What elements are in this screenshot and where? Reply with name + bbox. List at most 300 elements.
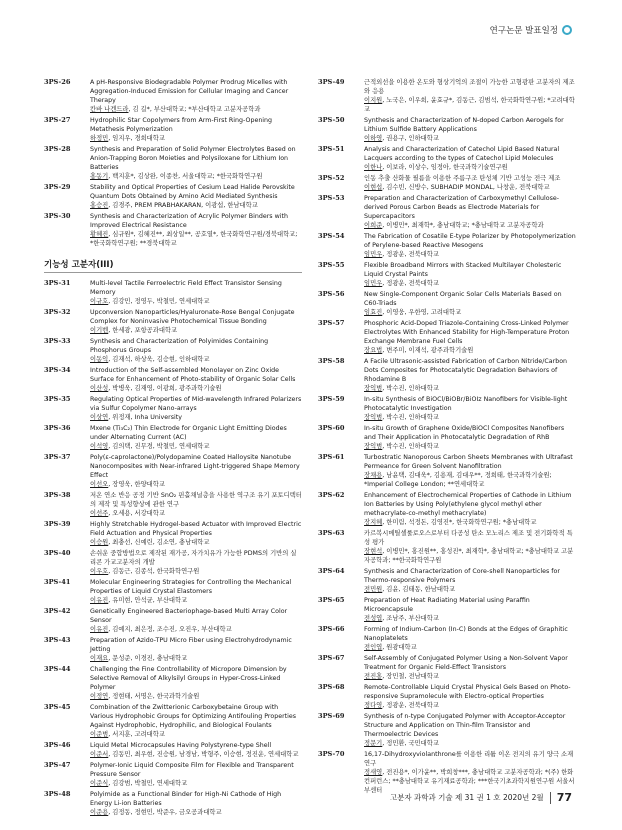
presenting-author: 이재요 bbox=[90, 655, 109, 662]
co-authors: , 김경주, PREM PRABHAKARAN, 이광섭, 한남대학교 bbox=[108, 202, 258, 209]
entry-body bbox=[90, 337, 302, 364]
presenting-author: 이우호 bbox=[90, 568, 109, 575]
presenting-author: 임효진 bbox=[364, 309, 383, 316]
presenting-author: 하정민 bbox=[90, 135, 109, 142]
entry-body bbox=[90, 145, 302, 181]
co-authors: , 정광운, 전북대학교 bbox=[382, 702, 439, 709]
abstract-entry bbox=[44, 741, 302, 759]
entry-body bbox=[364, 654, 576, 681]
entry-title: Phosphoric Acid-Doped Triazole-Containing Cross-Linked Polymer Electrolytes With Enhanced Stability for High-Temperature Proton Exchange Membrane Fuel Cells bbox=[364, 320, 570, 345]
abstract-entry bbox=[44, 212, 302, 248]
entry-title: Molecular Engineering Strategies for Controlling the Mechanical Properties of Liquid Crystal Elastomers bbox=[90, 579, 292, 595]
co-authors: , 임지우, 경희대학교 bbox=[108, 135, 165, 142]
entry-authors bbox=[90, 105, 302, 114]
abstract-entry bbox=[44, 703, 302, 739]
presenting-author: 이유진 bbox=[90, 597, 109, 604]
presenting-author: 이준식 bbox=[90, 780, 109, 787]
entry-authors bbox=[364, 413, 576, 422]
entry-authors bbox=[90, 654, 302, 663]
co-authors: , 한세광, 포항공과대학교 bbox=[108, 327, 178, 334]
entry-authors bbox=[90, 230, 302, 248]
page-footer bbox=[390, 791, 572, 804]
abstract-entry bbox=[318, 145, 576, 172]
entry-body bbox=[364, 290, 576, 317]
abstract-entry bbox=[318, 453, 576, 489]
entry-body bbox=[90, 366, 302, 393]
co-authors: , 김수빈, 신방수, SUBHADIP MONDAL, 나창운, 전북대학교 bbox=[382, 184, 550, 191]
entry-authors bbox=[364, 585, 576, 594]
co-authors: , 원광대학교 bbox=[382, 644, 417, 651]
entry-authors bbox=[90, 201, 302, 210]
entry-title: 저온 연소 반응 공정 기반 SnO₂ 핀홀채널층을 사용한 역구조 유기 포토디텍터의 제작 및 특성향상에 관한 연구 bbox=[90, 492, 302, 508]
entry-title: Preparation of Azido-TPU Micro Fiber using Electrohydrodynamic Jetting bbox=[90, 637, 292, 653]
entry-title: Synthesis and Characterization of Core-shell Nanoparticles for Thermo-responsive Polymers bbox=[364, 568, 560, 584]
abstract-entry bbox=[44, 578, 302, 605]
abstract-entry bbox=[44, 116, 302, 143]
entry-authors bbox=[364, 739, 576, 748]
entry-body bbox=[364, 357, 576, 393]
entry-code: 3PS-68 bbox=[318, 683, 345, 691]
entry-body bbox=[90, 491, 302, 518]
co-authors: , 박수진, 인하대학교 bbox=[382, 385, 439, 392]
entry-title: Poly(ε-caprolactone)/Polydopamine Coated Halloysite Nanotube Nanocomposites with Near-infrared Light-triggered Shape Memory Effect bbox=[90, 454, 300, 479]
presenting-author: 이하영 bbox=[364, 135, 383, 142]
abstract-entry bbox=[44, 424, 302, 451]
entry-authors bbox=[364, 614, 576, 623]
entry-authors bbox=[364, 701, 576, 710]
entry-body bbox=[364, 567, 576, 594]
presenting-author: 이승원 bbox=[90, 539, 109, 546]
entry-authors bbox=[364, 442, 576, 451]
abstract-entry bbox=[318, 567, 576, 594]
entry-title: Hydrophilic Star Copolymers from Arm-First Ring-Opening Metathesis Polymerization bbox=[90, 117, 273, 133]
entry-title: Genetically Engineered Bacteriophage-based Multi Array Color Sensor bbox=[90, 608, 288, 624]
entry-code: 3PS-62 bbox=[318, 491, 345, 499]
entry-authors bbox=[90, 134, 302, 143]
entry-title: Synthesis and Characterization of Polyimides Containing Phosphorus Groups bbox=[90, 338, 269, 354]
abstract-entry bbox=[318, 395, 576, 422]
circle-icon bbox=[562, 25, 572, 35]
entry-title: Mxene (Ti₃C₂) Thin Electrode for Organic Light Emitting Diodes under Alternating Current (AC) bbox=[90, 425, 287, 441]
entry-authors bbox=[364, 547, 576, 565]
entry-title: New Single-Component Organic Solar Cells Materials Based on C60-Triads bbox=[364, 291, 562, 307]
entry-title: Enhancement of Electrochemical Properties of Cathode in Lithium Ion Batteries by Using Poly(ethylene glycol methyl ether methacrylate-co-methyl methacrylate) bbox=[364, 492, 572, 517]
abstract-entry bbox=[44, 790, 302, 817]
presenting-author: 장익범 bbox=[364, 385, 383, 392]
entry-code: 3PS-33 bbox=[44, 337, 71, 345]
entry-code: 3PS-59 bbox=[318, 395, 345, 403]
entry-body bbox=[90, 790, 302, 817]
entry-authors bbox=[364, 643, 576, 652]
co-authors: , 변주미, 이재석, 광주과학기술원 bbox=[382, 347, 474, 354]
co-authors: , 위정재, Inha University bbox=[108, 414, 182, 421]
entry-title: 인동 추출 산화물 필름을 이용한 주름구조 탄성체 기반 고성능 전극 제조 bbox=[364, 175, 561, 182]
co-authors: , 김동민, 최우현, 진승원, 남경남, 박형주, 이승현, 정진운, 연세대학교 bbox=[108, 751, 299, 758]
abstract-entry bbox=[44, 636, 302, 663]
entry-code: 3PS-37 bbox=[44, 453, 71, 461]
entry-authors bbox=[90, 172, 302, 181]
entry-body bbox=[90, 212, 302, 248]
entry-body bbox=[90, 78, 302, 114]
presenting-author: 이선오 bbox=[90, 481, 109, 488]
presenting-author: 이석영 bbox=[90, 443, 109, 450]
entry-code: 3PS-49 bbox=[318, 78, 345, 86]
entry-title: Self-Assembly of Conjugated Polymer Using a Non-Solvent Vapor Treatment for Organic Field-Effect Transistors bbox=[364, 655, 568, 671]
entry-code: 3PS-27 bbox=[44, 116, 71, 124]
entry-title: In-situ Synthesis of BiOCl/BiOBr/BiOIz Nanofibers for Visible-light Photocatalytic Investigation bbox=[364, 396, 568, 412]
abstract-entry bbox=[318, 625, 576, 652]
presenting-author: 이현섭 bbox=[364, 184, 383, 191]
entry-body bbox=[90, 549, 302, 576]
entry-code: 3PS-64 bbox=[318, 567, 345, 575]
entry-title: Synthesis of n-type Conjugated Polymer with Acceptor-Acceptor Structure and Application on Thin-film Transistor and Thermoelectric Devices bbox=[364, 713, 566, 738]
co-authors: , 이보라, 이상수, 임정아, 한국과학기술연구원 bbox=[382, 164, 508, 171]
abstract-entry bbox=[318, 596, 576, 623]
abstract-entry bbox=[318, 174, 576, 192]
presenting-author: 장익범 bbox=[364, 443, 383, 450]
entry-code: 3PS-42 bbox=[44, 607, 71, 615]
entry-body bbox=[364, 491, 576, 527]
entry-authors bbox=[364, 384, 576, 393]
entry-title: Liquid Metal Microcapsules Having Polystyrene-type Shell bbox=[90, 742, 272, 749]
presenting-author: 홍승진 bbox=[90, 202, 109, 209]
entry-code: 3PS-30 bbox=[44, 212, 71, 220]
entry-title: Synthesis and Preparation of Solid Polymer Electrolytes Based on Anion-Trapping Boron Moieties and Polysiloxane for Lithium Ion Batteries bbox=[90, 146, 296, 171]
abstract-entry bbox=[318, 116, 576, 143]
entry-body bbox=[90, 520, 302, 547]
entry-body bbox=[90, 183, 302, 210]
entry-authors bbox=[90, 442, 302, 451]
abstract-entry bbox=[318, 750, 576, 795]
entry-authors bbox=[364, 346, 576, 355]
entry-code: 3PS-50 bbox=[318, 116, 345, 124]
entry-code: 3PS-55 bbox=[318, 261, 345, 269]
entry-title: Synthesis and Characterization of Acrylic Polymer Binders with Improved Electrical Resistance bbox=[90, 213, 288, 229]
entry-authors bbox=[90, 779, 302, 788]
entry-body bbox=[90, 761, 302, 788]
co-authors: , 김윤, 김태동, 한남대학교 bbox=[382, 586, 456, 593]
entry-body bbox=[364, 453, 576, 489]
entry-body bbox=[364, 712, 576, 748]
header-title: 연구논문 발표일정 bbox=[489, 26, 558, 36]
abstract-entry bbox=[44, 491, 302, 518]
presenting-author: 임민우 bbox=[364, 280, 383, 287]
entry-authors bbox=[364, 279, 576, 288]
abstract-entry bbox=[44, 453, 302, 489]
entry-body bbox=[90, 607, 302, 634]
entry-body bbox=[364, 625, 576, 652]
entry-authors bbox=[90, 509, 302, 518]
entry-code: 3PS-52 bbox=[318, 174, 345, 182]
co-authors: , 김의택, 진무경, 박철민, 연세대학교 bbox=[108, 443, 210, 450]
presenting-author: 이준범 bbox=[90, 731, 109, 738]
presenting-author: 전민원 bbox=[364, 586, 383, 593]
co-authors: , 오세용, 서강대학교 bbox=[108, 510, 165, 517]
entry-code: 3PS-60 bbox=[318, 424, 345, 432]
entry-code: 3PS-47 bbox=[44, 761, 71, 769]
right-list bbox=[318, 78, 576, 795]
abstract-entry bbox=[318, 194, 576, 230]
co-authors: , 김재석, 하상욱, 김승현, 인하대학교 bbox=[108, 356, 210, 363]
abstract-entry bbox=[318, 290, 576, 317]
entry-title: Flexible Broadband Mirrors with Stacked Multilayer Cholesteric Liquid Crystal Paints bbox=[364, 262, 562, 278]
entry-code: 3PS-56 bbox=[318, 290, 345, 298]
co-authors: , 노국은, 이우희, 윤효규*, 김동근, 김범석, 한국화학연구원; *고려대학교 bbox=[364, 97, 575, 113]
entry-code: 3PS-43 bbox=[44, 636, 71, 644]
entry-title: Multi-level Tactile Ferroelectric Field Effect Transistor Sensing Memory bbox=[90, 280, 282, 296]
abstract-entry bbox=[44, 183, 302, 210]
left-column bbox=[44, 78, 302, 819]
entry-body bbox=[364, 683, 576, 710]
entry-body bbox=[364, 78, 576, 114]
entry-code: 3PS-65 bbox=[318, 596, 345, 604]
entry-body bbox=[90, 636, 302, 663]
entry-title: A pH-Responsive Biodegradable Polymer Prodrug Micelles with Aggregation-Induced Emission for Cellular Imaging and Cancer Therapy bbox=[90, 79, 289, 104]
presenting-author: 이준서 bbox=[90, 751, 109, 758]
co-authors: , 권용구, 인하대학교 bbox=[382, 135, 439, 142]
entry-code: 3PS-46 bbox=[44, 741, 71, 749]
entry-body bbox=[364, 116, 576, 143]
entry-body bbox=[364, 145, 576, 172]
co-authors: , 정현태, 서명은, 한국과학기술원 bbox=[108, 693, 200, 700]
presenting-author: 장지혜 bbox=[364, 519, 383, 526]
entry-authors bbox=[90, 808, 302, 817]
entry-code: 3PS-35 bbox=[44, 395, 71, 403]
co-authors: , 한미림, 석정돈, 김영진*, 한국화학연구원; *충남대학교 bbox=[382, 519, 537, 526]
entry-authors bbox=[364, 134, 576, 143]
entry-code: 3PS-53 bbox=[318, 194, 345, 202]
entry-code: 3PS-67 bbox=[318, 654, 345, 662]
entry-title: Remote-Controllable Liquid Crystal Physical Gels Based on Photo-responsive Supramolecule with Electro-optical Properties bbox=[364, 684, 571, 700]
abstract-entry bbox=[44, 520, 302, 547]
presenting-author: 이규호 bbox=[90, 298, 109, 305]
presenting-author: 홍동기 bbox=[90, 173, 109, 180]
abstract-entry bbox=[44, 145, 302, 181]
co-authors: , 김동근, 김종석, 한국화학연구원 bbox=[108, 568, 200, 575]
entry-body bbox=[364, 319, 576, 355]
abstract-entry bbox=[44, 308, 302, 335]
presenting-author: 장익범 bbox=[364, 414, 383, 421]
entry-body bbox=[90, 453, 302, 489]
abstract-entry bbox=[44, 78, 302, 114]
abstract-entry bbox=[44, 337, 302, 364]
journal-info: 고분자 과학과 기술 제 31 권 1 호 2020년 2월 bbox=[389, 793, 544, 802]
presenting-author: 황혜진 bbox=[90, 231, 109, 238]
co-authors: , 이병민*, 홍진원**, 홍성진*, 최재학*, 충남대학교; *충남대학교 고분자공학과; **한국화학연구원 bbox=[364, 548, 574, 564]
presenting-author: 이유진 bbox=[90, 626, 109, 633]
entry-body bbox=[364, 194, 576, 230]
entry-body bbox=[90, 665, 302, 701]
presenting-author: 전진홍 bbox=[364, 673, 383, 680]
entry-code: 3PS-31 bbox=[44, 279, 71, 287]
presenting-author: 이한나 bbox=[364, 164, 383, 171]
left-bottom-list bbox=[44, 279, 302, 817]
entry-body bbox=[90, 308, 302, 335]
entry-authors bbox=[90, 730, 302, 739]
entry-code: 3PS-44 bbox=[44, 665, 71, 673]
entry-body bbox=[90, 578, 302, 605]
abstract-entry bbox=[44, 549, 302, 576]
co-authors: , 유미현, 안석균, 부산대학교 bbox=[108, 597, 188, 604]
abstract-entry bbox=[318, 319, 576, 355]
presenting-author: 장현석 bbox=[364, 548, 383, 555]
entry-title: 근적외선을 이용한 온도와 형상기억의 조절이 가능한 고형광판 고분자의 제조와 응용 bbox=[364, 79, 575, 95]
co-authors: , 백지훈*, 김상완, 이종찬, 서울대학교; *한국화학연구원 bbox=[108, 173, 263, 180]
co-authors: , 정광운, 전북대학교 bbox=[382, 280, 439, 287]
entry-title: Combination of the Zwitterionic Carboxybetaine Group with Various Hydrophobic Groups for Optimizing Antifouling Properties Against Hydrophobic, Hydrophilic, and Biological Foulants bbox=[90, 704, 297, 729]
abstract-entry bbox=[318, 424, 576, 451]
abstract-entry bbox=[318, 654, 576, 681]
presenting-author: 이희준 bbox=[364, 222, 383, 229]
entry-title: 16,17-Dihydroxyviolanthrone를 이용한 리튬 이온 전지의 유기 양극 소재 연구 bbox=[364, 751, 574, 767]
entry-title: Challenging the Fine Controllability of Micropore Dimension by Selective Removal of Alkylsilyl Groups in Hyper-Cross-Linked Polymer bbox=[90, 666, 287, 691]
entry-code: 3PS-34 bbox=[44, 366, 71, 374]
entry-authors bbox=[364, 308, 576, 317]
presenting-author: 칸바 나겐드라 bbox=[90, 106, 129, 113]
abstract-entry bbox=[44, 279, 302, 306]
presenting-author: 이기벤 bbox=[90, 327, 109, 334]
co-authors: , 김정동, 정현민, 박준우, 금오공과대학교 bbox=[108, 809, 222, 816]
entry-code: 3PS-36 bbox=[44, 424, 71, 432]
entry-code: 3PS-63 bbox=[318, 529, 345, 537]
co-authors: , 박수진, 인하대학교 bbox=[382, 414, 439, 421]
entry-title: 손쉬운 중합방법으로 제작된 재가공, 자가치유가 가능한 PDMS의 기반의 실리콘 가교고분자의 개발 bbox=[90, 550, 297, 566]
entry-authors bbox=[90, 567, 302, 576]
co-authors: , 최충선, 신예린, 김소연, 충남대학교 bbox=[108, 539, 210, 546]
entry-code: 3PS-40 bbox=[44, 549, 71, 557]
entry-title: Synthesis and Characterization of N-doped Carbon Aerogels for Lithium Sulfide Battery Applications bbox=[364, 117, 564, 133]
entry-title: Preparation of Heat Radiating Material using Paraffin Microencapsule bbox=[364, 597, 530, 613]
entry-code: 3PS-58 bbox=[318, 357, 345, 365]
entry-code: 3PS-69 bbox=[318, 712, 345, 720]
entry-authors bbox=[90, 596, 302, 605]
co-authors: , 전진용*, 이가윤**, 박희창***, 충남대학교 고분자공학과; *(주) 한화컨퍼런스; **충남대학교 유기재료공학과; ***한국기초과학지원연구원 서울서부센터 bbox=[364, 769, 575, 794]
entry-code: 3PS-26 bbox=[44, 78, 71, 86]
entry-authors bbox=[364, 250, 576, 259]
abstract-entry bbox=[318, 491, 576, 527]
abstract-entry bbox=[44, 607, 302, 634]
entry-body bbox=[364, 232, 576, 259]
presenting-author: 이동익 bbox=[90, 356, 109, 363]
entry-title: Regulating Optical Properties of Mid-wavelength Infrared Polarizers via Sulfur Copolymer Nano-arrays bbox=[90, 396, 302, 412]
entry-code: 3PS-28 bbox=[44, 145, 71, 153]
entry-authors bbox=[90, 326, 302, 335]
entry-authors bbox=[90, 413, 302, 422]
entry-body bbox=[364, 424, 576, 451]
co-authors: , 이영웅, 우한영, 고려대학교 bbox=[382, 309, 462, 316]
entry-body bbox=[364, 174, 576, 192]
presenting-author: 이상연 bbox=[90, 414, 109, 421]
entry-title: Introduction of the Self-assembled Monolayer on Zinc Oxide Surface for Enhancement of Photo-stability of Organic Solar Cells bbox=[90, 367, 296, 383]
entry-code: 3PS-32 bbox=[44, 308, 71, 316]
entry-authors bbox=[364, 471, 576, 489]
entry-code: 3PS-41 bbox=[44, 578, 71, 586]
entry-code: 3PS-38 bbox=[44, 491, 71, 499]
entry-authors bbox=[364, 96, 576, 114]
presenting-author: 정다영 bbox=[364, 702, 383, 709]
entry-code: 3PS-57 bbox=[318, 319, 345, 327]
entry-body bbox=[90, 116, 302, 143]
entry-code: 3PS-61 bbox=[318, 453, 345, 461]
co-authors: , 김 길*, 부산대학교; *부산대학교 고분자공학과 bbox=[128, 106, 261, 113]
co-authors: , 문성준, 이경진, 충남대학교 bbox=[108, 655, 188, 662]
entry-code: 3PS-54 bbox=[318, 232, 345, 240]
presenting-author: 전인엽 bbox=[364, 644, 383, 651]
abstract-entry bbox=[44, 366, 302, 393]
co-authors: , 이병민*, 최재학*, 충남대학교; *충남대학교 고분자공학과 bbox=[382, 222, 544, 229]
co-authors: , 장민철, 전남대학교 bbox=[382, 673, 439, 680]
entry-title: In-situ Growth of Graphene Oxide/BiOCl Composites Nanofibers and Their Application in Photocatalytic Degradation of RhB bbox=[364, 425, 565, 441]
entry-code: 3PS-66 bbox=[318, 625, 345, 633]
footer-divider bbox=[550, 792, 551, 804]
co-authors: , 조남주, 부산대학교 bbox=[382, 615, 439, 622]
entry-title: Upconversion Nanoparticles/Hyaluronate-Rose Bengal Conjugate Complex for Noninvasive Photochemical Tissue Bonding bbox=[90, 309, 295, 325]
co-authors: , 김예지, 최은정, 조수진, 오진우, 부산대학교 bbox=[108, 626, 232, 633]
co-authors: , 김강범, 박철민, 연세대학교 bbox=[108, 780, 188, 787]
page-number: 77 bbox=[556, 791, 572, 804]
entry-body bbox=[90, 703, 302, 739]
presenting-author: 이산성 bbox=[90, 385, 109, 392]
entry-title: Highly Stretchable Hydrogel-based Actuator with Improved Electric Field Actuation and Physical Properties bbox=[90, 521, 302, 537]
abstract-entry bbox=[318, 683, 576, 710]
co-authors: , 박병욱, 김재영, 이광희, 광주과학기술원 bbox=[108, 385, 222, 392]
abstract-entry bbox=[318, 357, 576, 393]
entry-body bbox=[364, 750, 576, 795]
entry-title: Polymer-Ionic Liquid Composite Film for Flexible and Transparent Pressure Sensor bbox=[90, 762, 294, 778]
entry-title: 카르복시메틸셀룰로오스로부터 다공성 탄소 모노리스 제조 및 전기화학적 특성 평가 bbox=[364, 530, 573, 546]
presenting-author: 이정연 bbox=[90, 693, 109, 700]
entry-authors bbox=[90, 538, 302, 547]
presenting-author: 장채용 bbox=[364, 472, 383, 479]
presenting-author: 장요법 bbox=[364, 347, 383, 354]
presenting-author: 전성엽 bbox=[364, 615, 383, 622]
entry-title: Turbostratic Nanoporous Carbon Sheets Membranes with Ultrafast Permeance for Green Solvent Nanofiltration bbox=[364, 454, 573, 470]
abstract-entry bbox=[318, 712, 576, 748]
entry-authors bbox=[90, 625, 302, 634]
entry-code: 3PS-51 bbox=[318, 145, 345, 153]
abstract-entry bbox=[44, 395, 302, 422]
entry-body bbox=[90, 741, 302, 759]
co-authors: , 박수진, 인하대학교 bbox=[382, 443, 439, 450]
entry-authors bbox=[364, 221, 576, 230]
entry-authors bbox=[90, 297, 302, 306]
right-column bbox=[318, 78, 576, 797]
presenting-author: 이준용 bbox=[90, 809, 109, 816]
entry-title: Stability and Optical Properties of Cesium Lead Halide Perovskite Quantum Dots Obtained by Amino Acid Mediated Synthesis bbox=[90, 184, 295, 200]
entry-body bbox=[90, 395, 302, 422]
co-authors: , 정민환, 국민대학교 bbox=[382, 740, 439, 747]
entry-title: A Facile Ultrasonic-assisted Fabrication of Carbon Nitride/Carbon Dots Composites for Photocatalytic Degradation Behaviors of Rhodamine B bbox=[364, 358, 568, 383]
abstract-entry bbox=[318, 261, 576, 288]
co-authors: , 서지훈, 고려대학교 bbox=[108, 731, 165, 738]
presenting-author: 정문기 bbox=[364, 740, 383, 747]
entry-code: 3PS-48 bbox=[44, 790, 71, 798]
co-authors: , 장영욱, 한양대학교 bbox=[108, 481, 165, 488]
entry-authors bbox=[90, 384, 302, 393]
entry-authors bbox=[364, 518, 576, 527]
entry-body bbox=[364, 596, 576, 623]
abstract-entry bbox=[318, 529, 576, 565]
entry-code: 3PS-39 bbox=[44, 520, 71, 528]
entry-authors bbox=[90, 480, 302, 489]
entry-title: Analysis and Characterization of Catechol Lipid Based Natural Lacquers according to the types of Catechol Lipid Molecules bbox=[364, 146, 560, 162]
entry-body bbox=[364, 261, 576, 288]
abstract-entry bbox=[318, 78, 576, 114]
entry-body bbox=[364, 395, 576, 422]
entry-authors bbox=[364, 672, 576, 681]
entry-code: 3PS-45 bbox=[44, 703, 71, 711]
entry-authors bbox=[90, 355, 302, 364]
